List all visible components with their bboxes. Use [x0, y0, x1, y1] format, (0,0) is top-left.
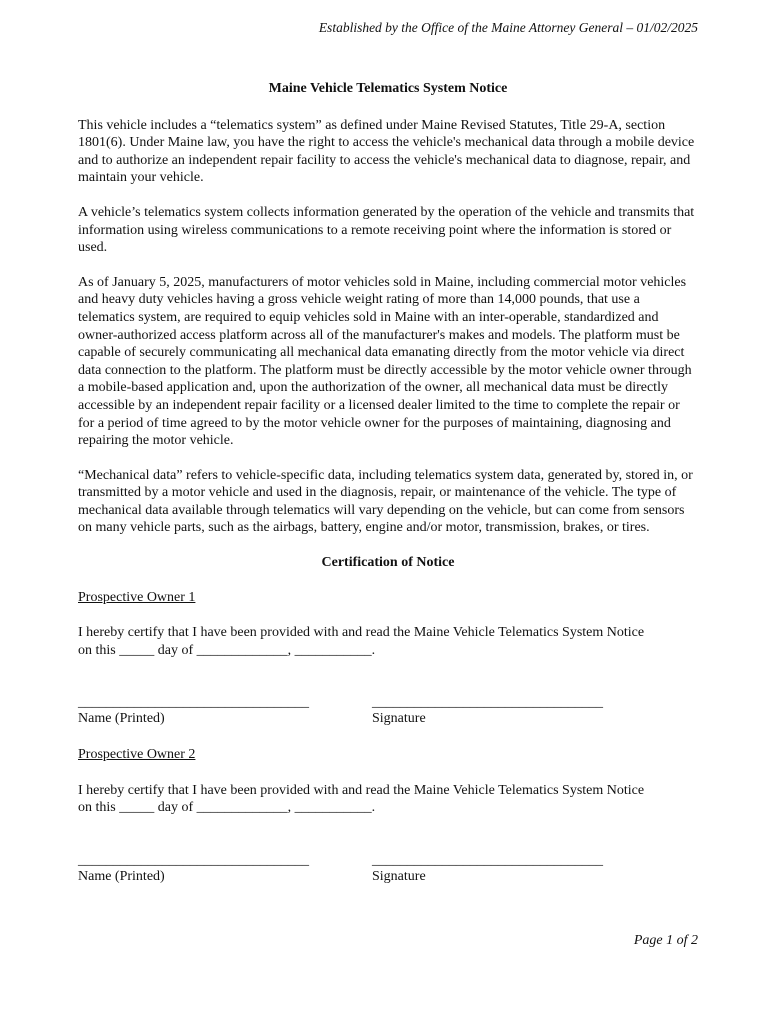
- certification-title: Certification of Notice: [321, 555, 455, 571]
- owner-1-name-label: Name (Printed): [78, 711, 165, 727]
- owner-2-name-field[interactable]: [78, 854, 372, 886]
- paragraph-data-collection: A vehicle’s telematics system collects information generated by the operation of the vehicle and transmits that information using wireless communications to a remote receiving point where the information is stored or used.: [78, 204, 695, 256]
- owner-2-signature-block: [78, 854, 698, 886]
- page-number: Page 1 of 2: [633, 933, 698, 948]
- paragraph-manufacturer-requirements: As of January 5, 2025, manufacturers of motor vehicles sold in Maine, including commercial motor vehicles and heavy duty vehicles having a gross vehicle weight rating of more than 14,000 pounds, that use a telematics system, are required to equip vehicles sold in Maine with an inter-operable, standardized and owner-authorized access platform across all of the manufacturer's makes and models. The platform must be capable of securely communicating all mechanical data emanating directly from the motor vehicle via direct data connection to the platform. The platform must be directly accessible by the motor vehicle owner through a mobile-based application and, upon the authorization of the owner, all mechanical data must be directly accessible by an independent repair facility or a licensed dealer limited to the time to complete the repair or for a period of time agreed to by the motor vehicle owner for the purposes of maintaining, diagnosing and repairing the motor vehicle.: [78, 274, 692, 449]
- owner-2-heading: Prospective Owner 2: [78, 747, 196, 763]
- owner-1-date-line[interactable]: on this _____ day of _____________, ___________.: [78, 642, 376, 658]
- owner-2-signature-label: Signature: [372, 868, 426, 884]
- owner-2-name-rule[interactable]: _________________________________: [78, 852, 309, 868]
- owner-2-statement: I hereby certify that I have been provided with and read the Maine Vehicle Telematics System Notice: [78, 782, 645, 798]
- owner-2-section: [78, 746, 698, 885]
- owner-1-signature-field[interactable]: [372, 696, 698, 728]
- owner-1-name-field[interactable]: [78, 696, 372, 728]
- owner-1-signature-block: [78, 696, 698, 728]
- owner-1-section: [78, 589, 698, 728]
- document-body: [78, 80, 698, 903]
- owner-1-signature-label: Signature: [372, 711, 426, 727]
- owner-1-statement: I hereby certify that I have been provided with and read the Maine Vehicle Telematics System Notice: [78, 625, 645, 641]
- owner-2-name-label: Name (Printed): [78, 868, 165, 884]
- owner-1-name-rule[interactable]: _________________________________: [78, 695, 309, 711]
- owner-2-signature-field[interactable]: [372, 854, 698, 886]
- paragraph-mechanical-data: “Mechanical data” refers to vehicle-specific data, including telematics system data, generated by, stored in, or transmitted by a motor vehicle and used in the diagnosis, repair, or maintenance of the vehicle. The type of mechanical data available through telematics will vary depending on the vehicle, but can come from sensors on many vehicle parts, such as the airbags, battery, engine and/or motor, transmission, brakes, or tires.: [78, 467, 693, 536]
- owner-1-heading: Prospective Owner 1: [78, 589, 196, 605]
- owner-1-signature-rule[interactable]: _________________________________: [372, 695, 603, 711]
- document-title: Maine Vehicle Telematics System Notice: [268, 81, 508, 96]
- header-established-note: Established by the Office of the Maine Attorney General – 01/02/2025: [318, 20, 698, 35]
- owner-2-date-line[interactable]: on this _____ day of _____________, ___________.: [78, 800, 376, 816]
- owner-2-signature-rule[interactable]: _________________________________: [372, 852, 603, 868]
- paragraph-telematics-definition: This vehicle includes a “telematics system” as defined under Maine Revised Statutes, Title 29-A, section 1801(6). Under Maine law, you have the right to access the vehicle's mechanical data through a mobile device and to authorize an independent repair facility to access the vehicle's mechanical data to diagnose, repair, and maintain your vehicle.: [78, 117, 695, 186]
